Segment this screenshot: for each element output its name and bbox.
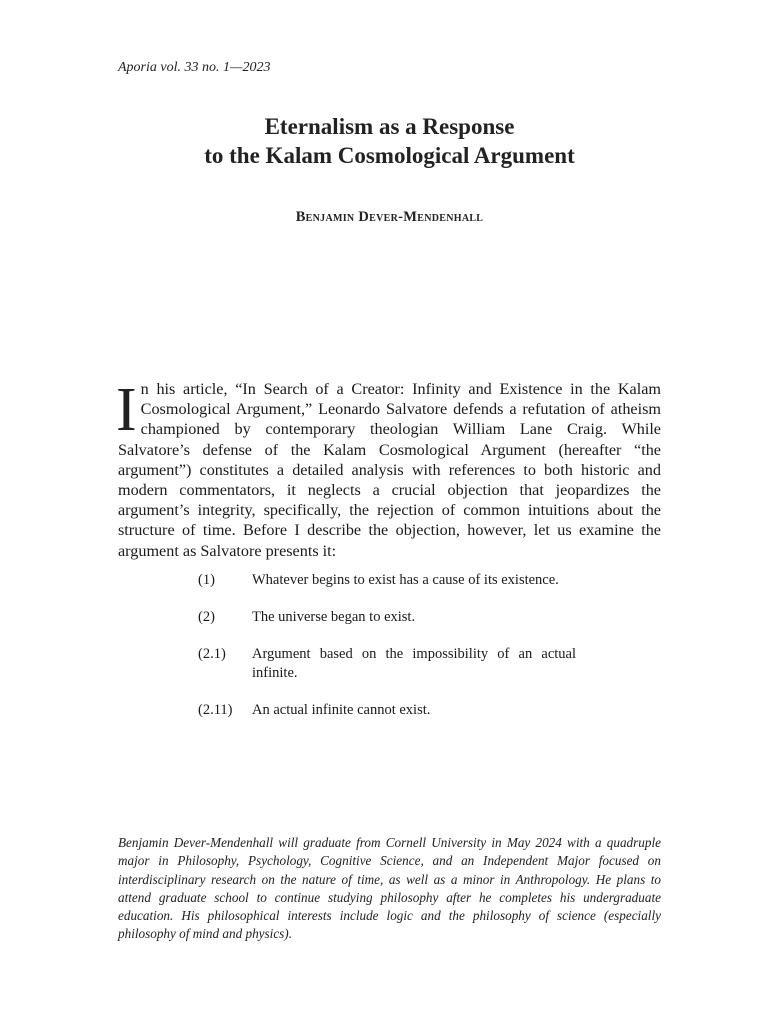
title-line-2: to the Kalam Cosmological Argument	[204, 143, 575, 168]
premise-item	[198, 608, 576, 627]
premise-item	[198, 645, 576, 682]
author-name: Benjamin Dever-Mendenhall	[295, 209, 484, 225]
premise-number: (2)	[198, 609, 215, 625]
premise-item	[198, 701, 576, 720]
premise-text: Argument based on the impossibility of an actual infinite.	[252, 646, 576, 681]
premise-item	[198, 571, 576, 590]
journal-header: Aporia vol. 33 no. 1—2023	[118, 60, 271, 75]
premise-text: An actual infinite cannot exist.	[252, 701, 431, 718]
premise-number: (1)	[198, 572, 215, 588]
premise-list	[198, 571, 576, 738]
premise-number: (2.1)	[198, 646, 226, 662]
article-title	[118, 112, 661, 170]
intro-text: n his article, “In Search of a Creator: Infinity and Existence in the Kalam Cosmological Argument,” Leonardo Salvatore defends a refutation of atheism championed by contemporary theologian William Lane Craig. While Salvatore’s defense of the Kalam Cosmological Argument (hereafter “the argument”) constitutes a detailed analysis with references to both historic and modern commentators, it neglects a crucial objection that jeopardizes the argument’s integrity, specifically, the rejection of common intuitions about the structure of time. Before I describe the objection, however, let us examine the argument as Salvatore presents it:	[118, 380, 661, 560]
title-line-1: Eternalism as a Response	[264, 114, 515, 139]
intro-paragraph	[116, 376, 661, 561]
drop-cap: I	[116, 376, 137, 444]
author-bio: Benjamin Dever-Mendenhall will graduate from Cornell University in May 2024 with a quadruple major in Philosophy, Psychology, Cognitive Science, and an Independent Major focused on interdisciplinary research on the nature of time, as well as a minor in Anthropology. He plans to attend graduate school to continue studying philosophy after he completes his undergraduate education. His philosophical interests include logic and the philosophy of science (especially philosophy of mind and physics).	[118, 835, 661, 942]
premise-text: The universe began to exist.	[252, 609, 416, 625]
premise-text: Whatever begins to exist has a cause of its existence.	[252, 572, 559, 588]
premise-number: (2.11)	[198, 701, 233, 718]
